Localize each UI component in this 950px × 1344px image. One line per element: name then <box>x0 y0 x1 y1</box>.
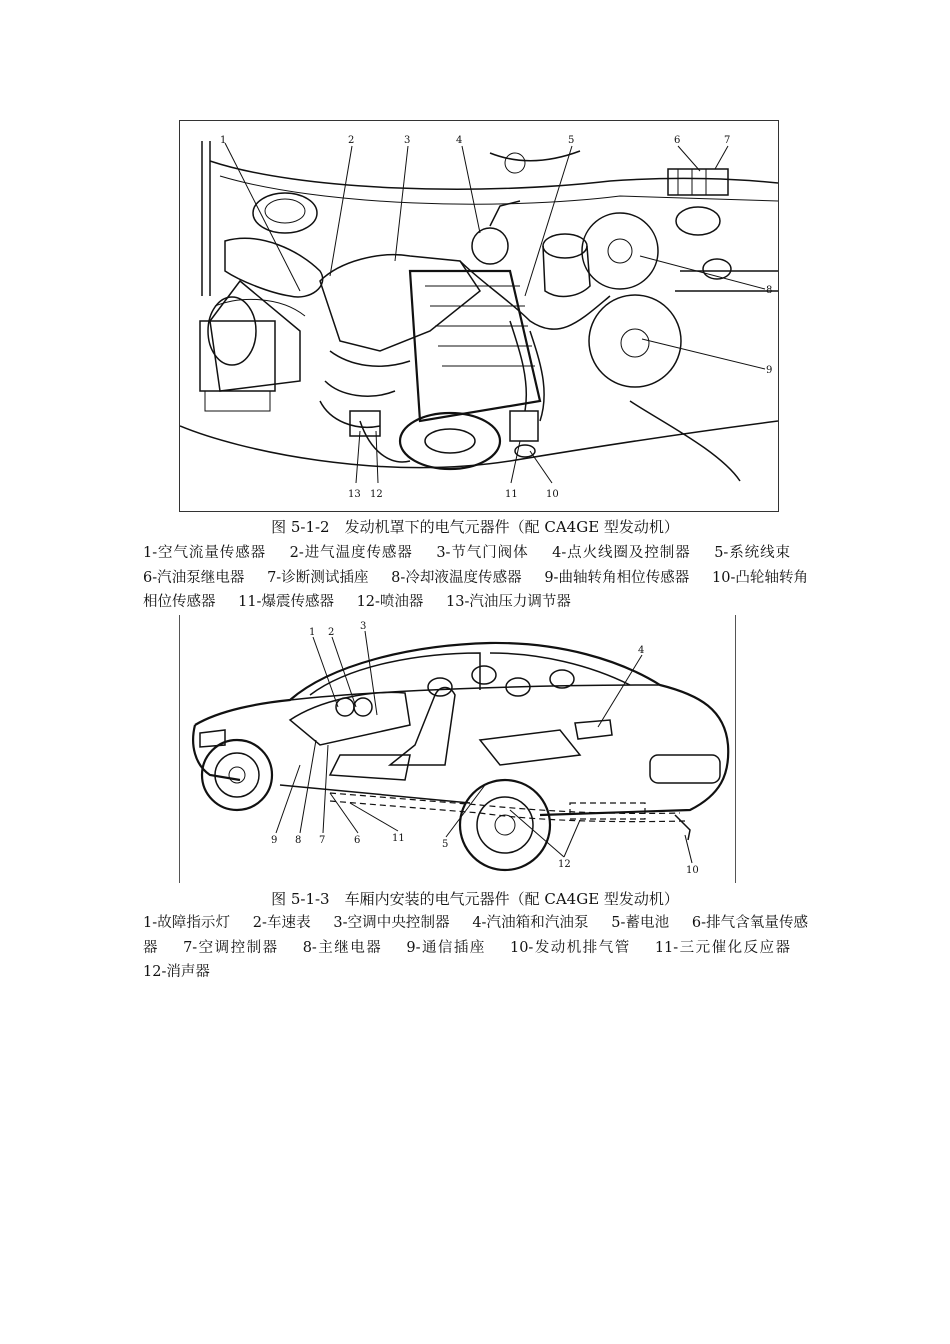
legend-item: 13-汽油压力调节器 <box>446 594 571 610</box>
legend-item: 3-空调中央控制器 <box>333 915 450 931</box>
callout-6: 6 <box>674 135 681 146</box>
car-cabin-figure <box>179 615 736 883</box>
callout-7: 7 <box>724 135 731 146</box>
legend-item: 7-空调控制器 <box>183 939 279 956</box>
figure-legend-5-1-2 <box>143 541 808 615</box>
callout-6: 6 <box>354 835 361 846</box>
legend-item: 6-汽油泵继电器 <box>143 569 245 586</box>
callout-1: 1 <box>220 135 227 146</box>
callout-2: 2 <box>328 627 335 638</box>
figure-caption-5-1-2: 图 5-1-2 发动机罩下的电气元器件（配 CA4GE 型发动机） <box>271 518 679 536</box>
legend-item: 1-故障指示灯 <box>143 915 231 931</box>
legend-item: 10-凸轮轴转角相位传感器 <box>143 569 809 610</box>
figure-caption-5-1-3: 图 5-1-3 车厢内安装的电气元器件（配 CA4GE 型发动机） <box>271 890 679 908</box>
callout-8: 8 <box>295 835 302 846</box>
callout-12: 12 <box>558 859 571 870</box>
legend-item: 2-进气温度传感器 <box>289 545 413 561</box>
callout-8: 8 <box>766 285 773 296</box>
callout-10: 10 <box>686 865 699 876</box>
legend-item: 10-发动机排气管 <box>509 939 631 956</box>
callout-9: 9 <box>766 365 773 376</box>
legend-item: 9-通信插座 <box>406 939 486 956</box>
engine-bay-figure <box>179 120 779 512</box>
legend-item: 6-排气含氧量传感器 <box>143 915 809 956</box>
callout-10: 10 <box>546 489 559 500</box>
legend-item: 11-三元催化反应器 <box>654 939 791 956</box>
callout-9: 9 <box>271 835 278 846</box>
legend-item: 9-曲轴转角相位传感器 <box>544 569 690 586</box>
legend-item: 4-点火线圈及控制器 <box>552 545 691 561</box>
legend-item: 12-喷油器 <box>356 594 424 610</box>
callout-3: 3 <box>360 621 367 632</box>
callout-4: 4 <box>638 645 645 656</box>
legend-item: 5-蓄电池 <box>611 915 670 931</box>
callout-1: 1 <box>309 627 316 638</box>
callout-4: 4 <box>456 135 463 146</box>
legend-item: 8-主继电器 <box>302 939 383 956</box>
car-cabin-drawing <box>180 615 735 883</box>
legend-item: 8-冷却液温度传感器 <box>391 569 522 586</box>
callout-7: 7 <box>319 835 326 846</box>
legend-item: 12-消声器 <box>143 964 210 980</box>
callout-3: 3 <box>404 135 411 146</box>
legend-item: 3-节气门阀体 <box>436 545 529 561</box>
callout-11: 11 <box>505 489 518 500</box>
callout-2: 2 <box>348 135 355 146</box>
callout-5: 5 <box>442 839 449 850</box>
callout-11: 11 <box>392 833 405 844</box>
figure-legend-5-1-3 <box>143 911 808 985</box>
callout-12: 12 <box>370 489 383 500</box>
legend-item: 2-车速表 <box>252 915 311 931</box>
callout-13: 13 <box>348 489 361 500</box>
legend-item: 4-汽油箱和汽油泵 <box>472 915 589 931</box>
legend-item: 1-空气流量传感器 <box>143 545 267 561</box>
callout-5: 5 <box>568 135 575 146</box>
legend-item: 11-爆震传感器 <box>238 594 334 610</box>
legend-item: 7-诊断测试插座 <box>267 569 369 586</box>
engine-bay-drawing <box>180 121 778 511</box>
legend-item: 5-系统线束 <box>714 545 791 561</box>
